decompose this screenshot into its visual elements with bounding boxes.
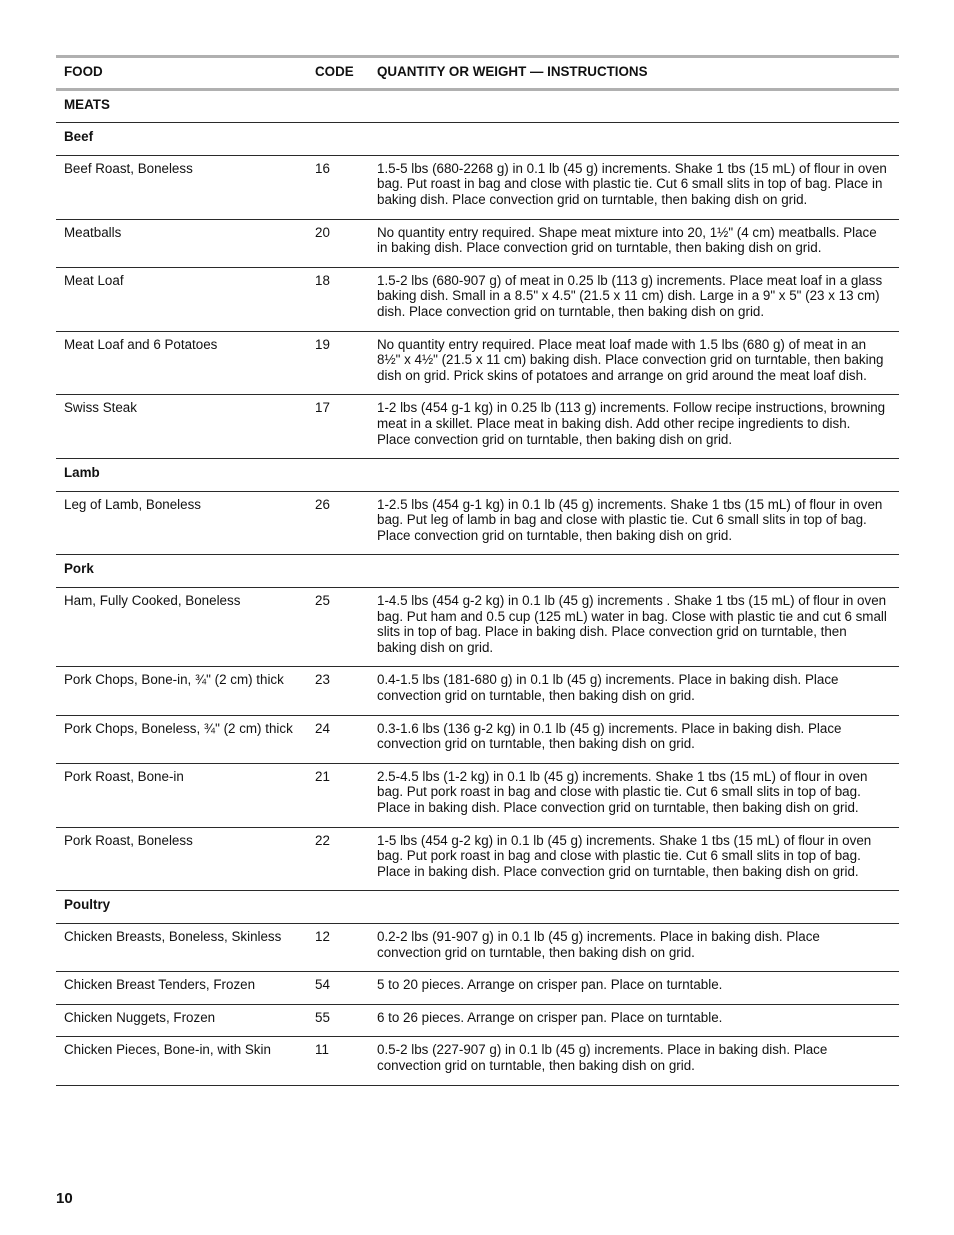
instructions-cell: 1-2 lbs (454 g-1 kg) in 0.25 lb (113 g) increments. Follow recipe instructions, browning meat in a skillet. Place meat in baking dish. Add other recipe ingredients to dish. Place convection grid on turntable, then baking dish on grid. [377, 400, 886, 447]
code-cell: 20 [315, 224, 330, 240]
food-cell: Chicken Nuggets, Frozen [64, 1009, 216, 1025]
instructions-cell: 2.5-4.5 lbs (1-2 kg) in 0.1 lb (45 g) increments. Shake 1 tbs (15 mL) of flour in oven bag. Put pork roast in bag and close with plastic tie. Cut 6 small slits in top of bag. Place in baking dish. Place convection grid on turntable, then baking dish on grid. [377, 768, 868, 815]
code-cell: 24 [315, 720, 330, 736]
instructions-cell: 1-5 lbs (454 g-2 kg) in 0.1 lb (45 g) increments. Shake 1 tbs (15 mL) of flour in oven bag. Put pork roast in bag and close with plastic tie. Cut 6 small slits in top of bag. Place in baking dish. Place convection grid on turntable, then baking dish on grid. [377, 832, 872, 879]
table-row [56, 764, 899, 828]
code-cell: 18 [315, 272, 330, 288]
table-row [56, 667, 899, 715]
group-header-poultry [56, 891, 899, 924]
table-row [56, 268, 899, 332]
food-cell: Chicken Breasts, Boneless, Skinless [64, 928, 282, 944]
instructions-cell: 1-4.5 lbs (454 g-2 kg) in 0.1 lb (45 g) increments . Shake 1 tbs (15 mL) of flour in oven bag. Put ham and 0.5 cup (125 mL) water in bag. Close with plastic tie and cut 6 small slits in top of bag. Place in baking dish. Place convection grid on turntable, then baking dish on grid. [377, 593, 887, 655]
table-row [56, 924, 899, 972]
group-header-pork [56, 555, 899, 588]
table-row [56, 492, 899, 556]
instructions-cell: No quantity entry required. Shape meat mixture into 20, 1½" (4 cm) meatballs. Place in baking dish. Place convection grid on turntable, then baking dish on grid. [377, 224, 877, 256]
code-cell: 21 [315, 768, 330, 784]
group-header-beef [56, 123, 899, 156]
food-cell: Chicken Breast Tenders, Frozen [64, 977, 256, 993]
code-cell: 12 [315, 928, 330, 944]
group-title: Beef [64, 129, 94, 145]
instructions-cell: 6 to 26 pieces. Arrange on crisper pan. Place on turntable. [377, 1009, 723, 1025]
section-title: MEATS [64, 96, 110, 112]
table-row [56, 220, 899, 268]
food-cell: Pork Roast, Boneless [64, 832, 193, 848]
table-row [56, 828, 899, 892]
instructions-cell: 5 to 20 pieces. Arrange on crisper pan. Place on turntable. [377, 977, 723, 993]
code-cell: 55 [315, 1009, 330, 1025]
instructions-cell: 0.4-1.5 lbs (181-680 g) in 0.1 lb (45 g) increments. Place in baking dish. Place convection grid on turntable, then baking dish on grid. [377, 672, 839, 704]
code-cell: 54 [315, 977, 330, 993]
instructions-cell: 0.5-2 lbs (227-907 g) in 0.1 lb (45 g) increments. Place in baking dish. Place convection grid on turntable, then baking dish on grid. [377, 1042, 828, 1073]
cooking-chart-table [56, 55, 899, 1086]
table-row [56, 332, 899, 396]
table-row [56, 972, 899, 1005]
food-cell: Meatballs [64, 224, 122, 240]
food-cell: Pork Chops, Boneless, ¾" (2 cm) thick [64, 720, 293, 736]
group-header-lamb [56, 459, 899, 492]
instructions-cell: 1-2.5 lbs (454 g-1 kg) in 0.1 lb (45 g) increments. Shake 1 tbs (15 mL) of flour in oven bag. Put leg of lamb in bag and close with plastic tie. Cut 6 small slits in top of bag. Place convection grid on turntable, then baking dish on grid. [377, 496, 883, 543]
group-title: Pork [64, 561, 94, 577]
food-cell: Ham, Fully Cooked, Boneless [64, 593, 241, 609]
code-cell: 16 [315, 160, 330, 176]
instructions-cell: 0.3-1.6 lbs (136 g-2 kg) in 0.1 lb (45 g) increments. Place in baking dish. Place convection grid on turntable, then baking dish on grid. [377, 720, 842, 752]
table-row [56, 156, 899, 220]
header-instructions: QUANTITY OR WEIGHT — INSTRUCTIONS [377, 64, 648, 79]
food-cell: Chicken Pieces, Bone-in, with Skin [64, 1042, 271, 1058]
food-cell: Meat Loaf and 6 Potatoes [64, 336, 218, 352]
table-row [56, 1005, 899, 1038]
instructions-cell: 0.2-2 lbs (91-907 g) in 0.1 lb (45 g) increments. Place in baking dish. Place convection grid on turntable, then baking dish on grid. [377, 928, 820, 960]
table-row [56, 588, 899, 667]
header-food: FOOD [64, 64, 103, 79]
food-cell: Beef Roast, Boneless [64, 160, 193, 176]
food-cell: Leg of Lamb, Boneless [64, 496, 201, 512]
header-code: CODE [315, 64, 354, 79]
food-cell: Meat Loaf [64, 272, 124, 288]
table-row [56, 1037, 899, 1085]
instructions-cell: No quantity entry required. Place meat loaf made with 1.5 lbs (680 g) of meat in an 8½" x 4½" (21.5 x 11 cm) baking dish. Place convection grid on turntable, then baking dish on grid. Prick skins of potatoes and arrange on grid around the meat loaf dish. [377, 336, 884, 383]
table-header-row [56, 58, 899, 91]
table-body [56, 123, 899, 1085]
table-row [56, 395, 899, 459]
food-cell: Pork Chops, Bone-in, ¾" (2 cm) thick [64, 672, 284, 688]
instructions-cell: 1.5-2 lbs (680-907 g) of meat in 0.25 lb (113 g) increments. Place meat loaf in a glass baking dish. Small in a 8.5" x 4.5" (21.5 x 11 cm) dish. Large in a 9" x 5" (23 x 13 cm) dish. Place convection grid on turntable, then baking dish on grid. [377, 272, 883, 319]
code-cell: 26 [315, 496, 330, 512]
code-cell: 17 [315, 400, 330, 416]
group-title: Lamb [64, 465, 100, 481]
section-row [56, 91, 899, 124]
code-cell: 22 [315, 832, 330, 848]
instructions-cell: 1.5-5 lbs (680-2268 g) in 0.1 lb (45 g) increments. Shake 1 tbs (15 mL) of flour in oven bag. Put roast in bag and close with plastic tie. Cut 6 small slits in top of bag. Place in baking dish. Place convection grid on turntable, then baking dish on grid. [377, 160, 887, 207]
group-title: Poultry [64, 897, 111, 913]
code-cell: 23 [315, 672, 330, 688]
food-cell: Swiss Steak [64, 400, 137, 416]
table-row [56, 716, 899, 764]
code-cell: 25 [315, 593, 330, 609]
food-cell: Pork Roast, Bone-in [64, 768, 184, 784]
page-number: 10 [56, 1190, 73, 1207]
code-cell: 19 [315, 336, 330, 352]
code-cell: 11 [315, 1042, 329, 1058]
